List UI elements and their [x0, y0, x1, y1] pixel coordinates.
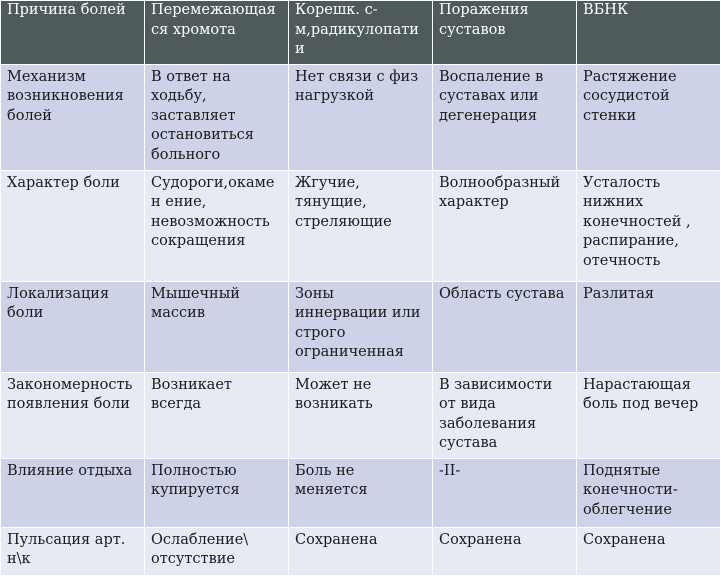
table-cell: Растяжение сосудистой стенки	[577, 64, 721, 170]
header-cell-intermittent-claudication: Перемежающая ся хромота	[145, 1, 289, 65]
table-cell: Разлитая	[577, 281, 721, 372]
row-label-cell: Механизм возникновения болей	[1, 64, 145, 170]
table-cell: Волнообразный характер	[433, 170, 577, 281]
table-row	[1, 281, 721, 372]
header-cell-joint-lesions: Поражения суставов	[433, 1, 577, 65]
table-cell: Возникает всегда	[145, 372, 289, 458]
table-row	[1, 170, 721, 281]
header-cell-pain-cause: Причина болей	[1, 1, 145, 65]
table-header-row	[1, 1, 721, 65]
table-cell: В зависимости от вида заболевания сустава	[433, 372, 577, 458]
table-row	[1, 458, 721, 527]
row-label-cell: Характер боли	[1, 170, 145, 281]
table-cell: Сохранена	[289, 527, 433, 575]
table-cell: Сохранена	[577, 527, 721, 575]
table-cell: Мышечный массив	[145, 281, 289, 372]
table-cell: Сохранена	[433, 527, 577, 575]
table-cell: Воспаление в суставах или дегенерация	[433, 64, 577, 170]
table-cell: Жгучие, тянущие, стреляющие	[289, 170, 433, 281]
table-cell: Зоны иннервации или строго ограниченная	[289, 281, 433, 372]
table-cell: Судороги,окамен ение, невозможность сокращения	[145, 170, 289, 281]
table-row	[1, 64, 721, 170]
table-cell: Область сустава	[433, 281, 577, 372]
table-cell: Может не возникать	[289, 372, 433, 458]
table-cell: Усталость нижних конечностей , распирание, отечность	[577, 170, 721, 281]
header-cell-radicular-syndrome: Корешк. с-м,радикулопати и	[289, 1, 433, 65]
table-cell: Ослабление\ отсутствие	[145, 527, 289, 575]
table-row	[1, 527, 721, 575]
table-cell: Полностью купируется	[145, 458, 289, 527]
table-cell: -II-	[433, 458, 577, 527]
table-cell: Боль не меняется	[289, 458, 433, 527]
row-label-cell: Закономерность появления боли	[1, 372, 145, 458]
table-cell: В ответ на ходьбу, заставляет остановиться больного	[145, 64, 289, 170]
row-label-cell: Пульсация арт. н\к	[1, 527, 145, 575]
header-cell-vbnk: ВБНК	[577, 1, 721, 65]
row-label-cell: Локализация боли	[1, 281, 145, 372]
table-cell: Нет связи с физ нагрузкой	[289, 64, 433, 170]
table-row	[1, 372, 721, 458]
table-cell: Нарастающая боль под вечер	[577, 372, 721, 458]
table-cell: Поднятые конечности-облегчение	[577, 458, 721, 527]
row-label-cell: Влияние отдыха	[1, 458, 145, 527]
